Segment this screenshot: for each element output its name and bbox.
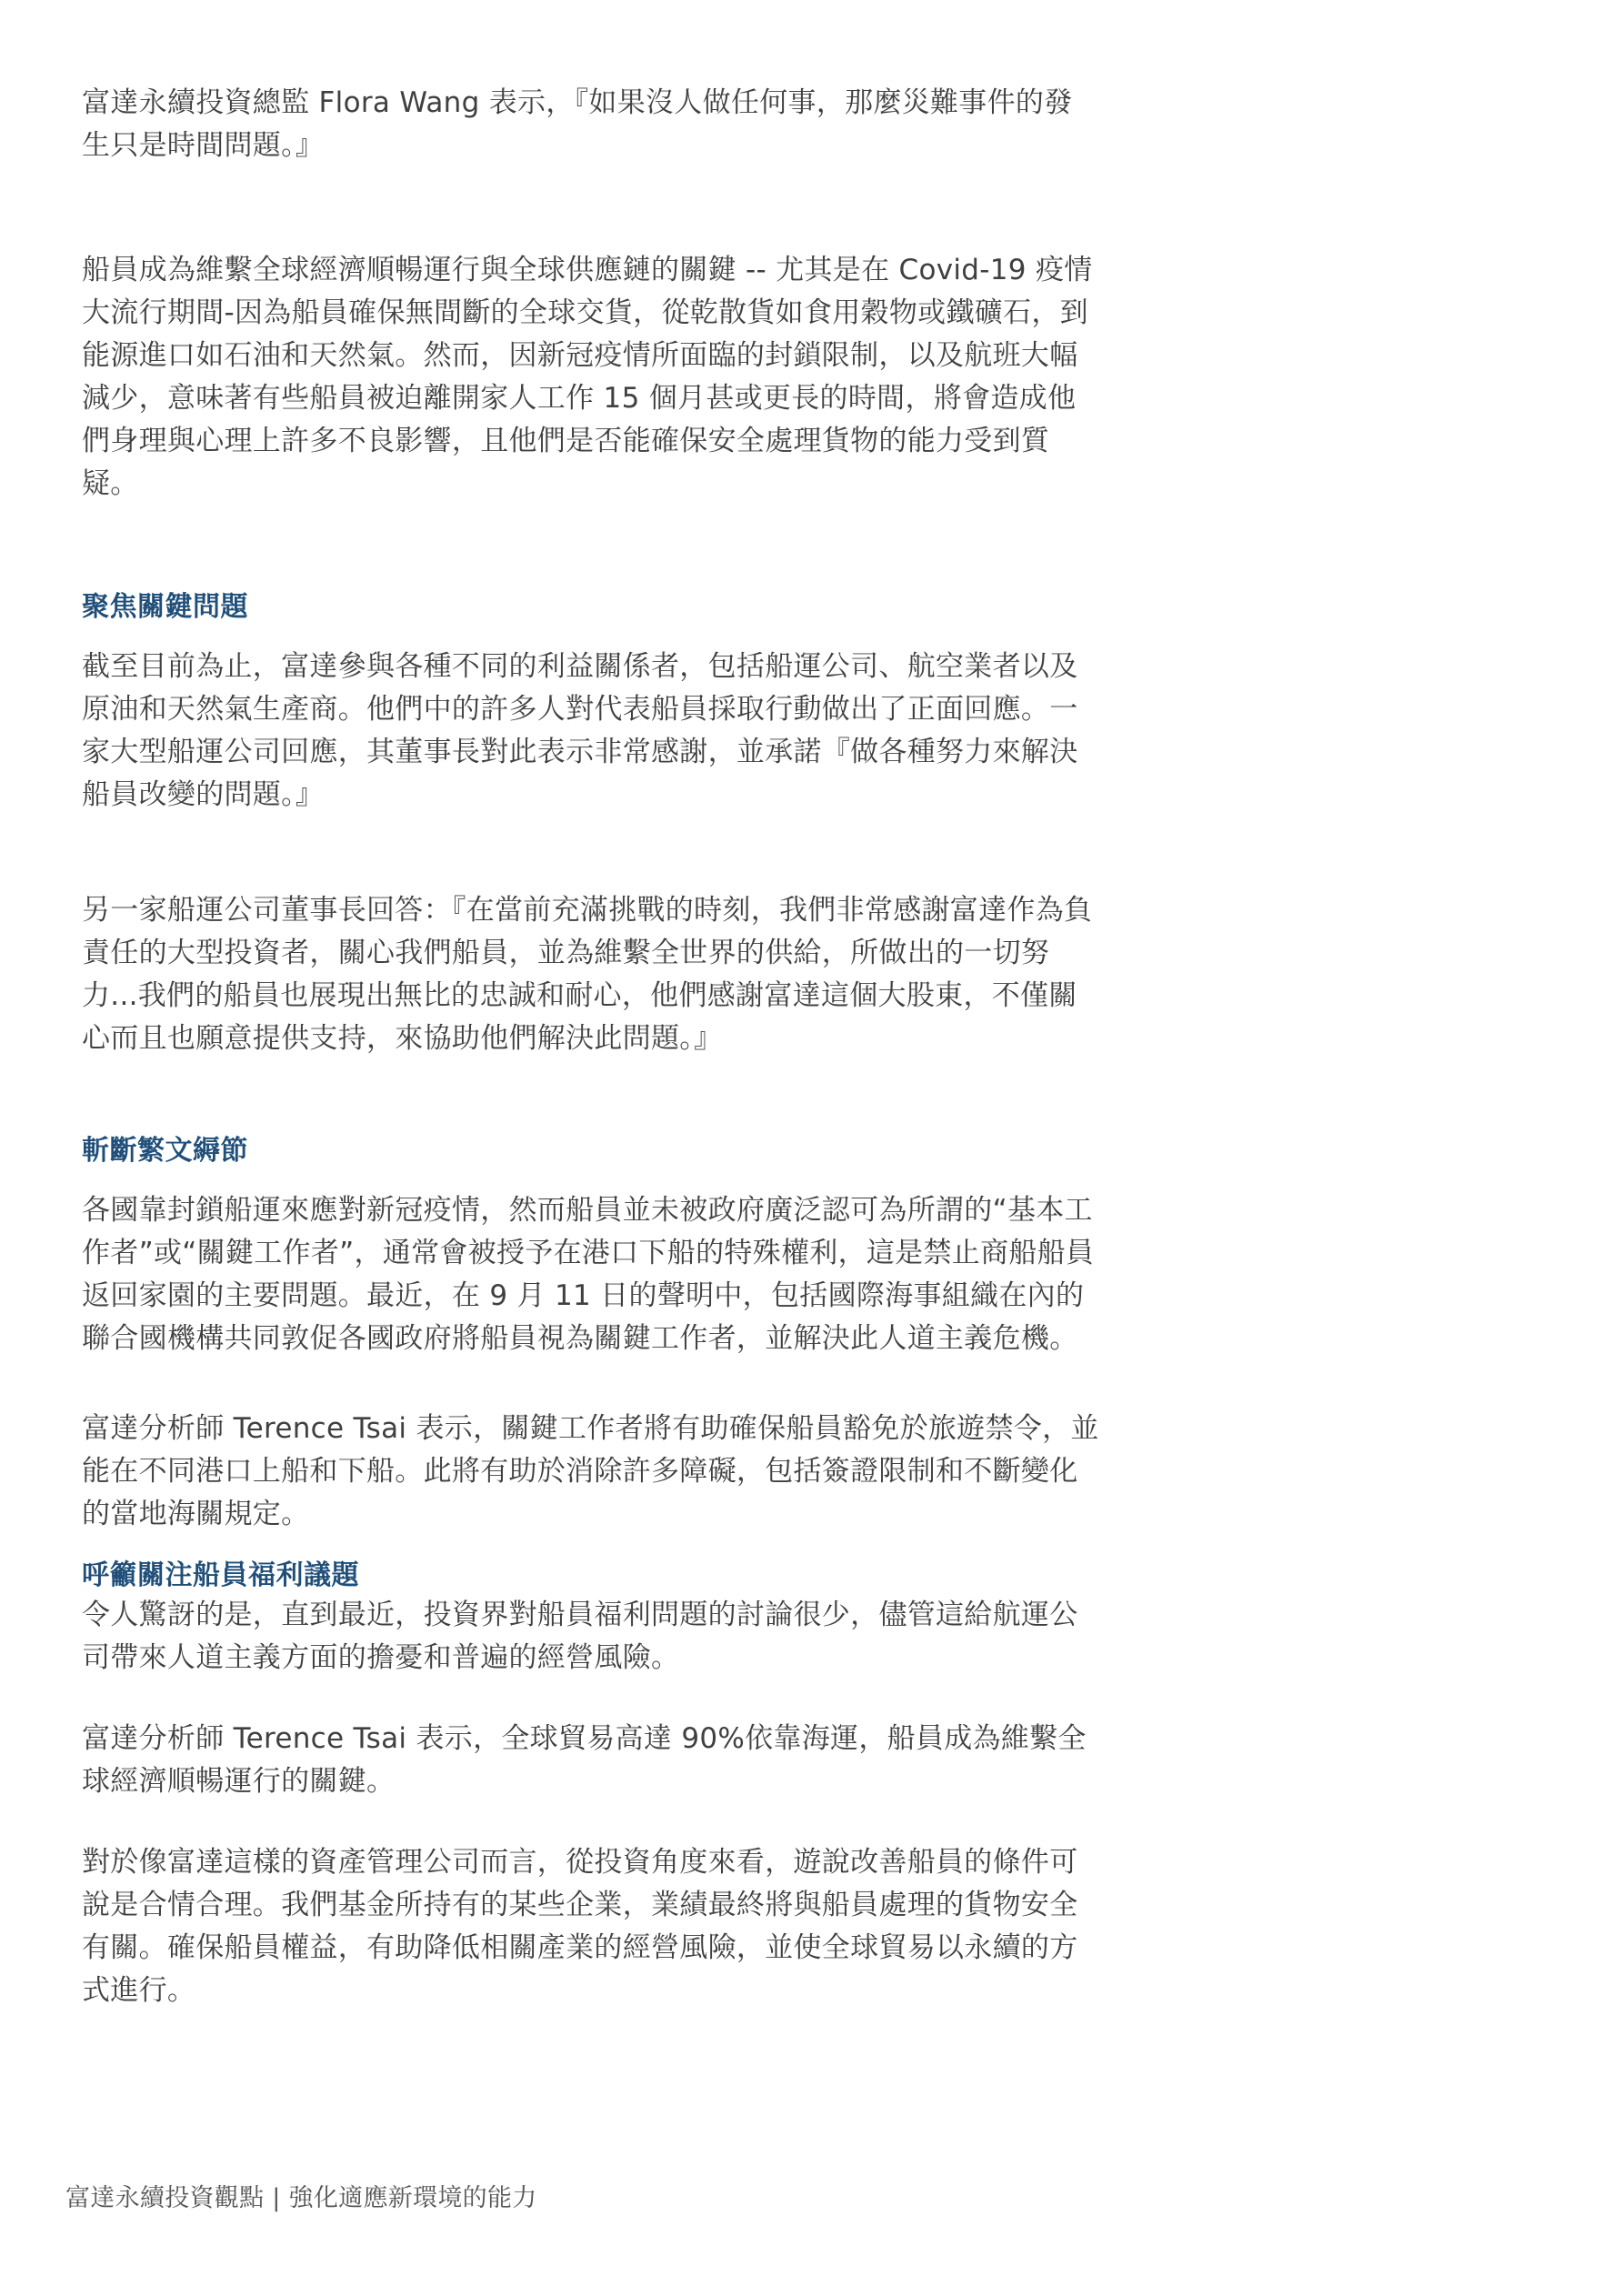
article-body: [82, 82, 1100, 2012]
paragraph-welfare-discussion: 令人驚訝的是，直到最近，投資界對船員福利問題的討論很少，儘管這給航運公司帶來人道主義方面的擔憂和普遍的經營風險。: [82, 1599, 1078, 1674]
paragraph-asset-manager-view: 對於像富達這樣的資產管理公司而言，從投資角度來看，遊說改善船員的條件可說是合情合理。我們基金所持有的某些企業，業績最終將與船員處理的貨物安全有關。確保船員權益，有助降低相關產業的經營風險，並使全球貿易以永續的方式進行。: [82, 1846, 1078, 2007]
section-heading-welfare: 呼籲關注船員福利議題: [82, 1559, 359, 1591]
paragraph-analyst-global-trade: 富達分析師 Terence Tsai 表示，全球貿易高達 90%依靠海運，船員成為維繫全球經濟順暢運行的關鍵。: [82, 1722, 1087, 1798]
paragraph-shipping-chairman-reply: 另一家船運公司董事長回答：『在當前充滿挑戰的時刻，我們非常感謝富達作為負責任的大型投資者，關心我們船員，並為維繫全世界的供給，所做出的一切努力...我們的船員也展現出無比的忠誠和耐心，他們感謝富達這個大股東，不僅關心而且也願意提供支持，來協助他們解決此問題。』: [82, 894, 1093, 1055]
paragraph-seafarers-key-role: 船員成為維繫全球經濟順暢運行與全球供應鏈的關鍵 -- 尤其是在 Covid-19 疫情大流行期間-因為船員確保無間斷的全球交貨，從乾散貨如食用穀物或鐵礦石，到能源進口如石油和天然氣。然而，因新冠疫情所面臨的封鎖限制，以及航班大幅減少，意味著有些船員被迫離開家人工作 15 個月甚或更長的時間，將會造成他們身理與心理上許多不良影響，且他們是否能確保安全處理貨物的能力受到質疑。: [82, 254, 1093, 500]
paragraph-stakeholder-engagement: 截至目前為止，富達參與各種不同的利益關係者，包括船運公司、航空業者以及原油和天然氣生產商。他們中的許多人對代表船員採取行動做出了正面回應。一家大型船運公司回應，其董事長對此表示非常感謝，並承諾『做各種努力來解決船員改變的問題。』: [82, 650, 1078, 811]
section-heading-key-issues: 聚焦關鍵問題: [82, 591, 248, 623]
paragraph-analyst-key-workers: 富達分析師 Terence Tsai 表示，關鍵工作者將有助確保船員豁免於旅遊禁令，並能在不同港口上船和下船。此將有助於消除許多障礙，包括簽證限制和不斷變化的當地海關規定。: [82, 1412, 1099, 1530]
page-footer: 富達永續投資觀點 | 強化適應新環境的能力: [65, 2184, 537, 2212]
paragraph-key-workers-status: 各國靠封鎖船運來應對新冠疫情，然而船員並未被政府廣泛認可為所謂的“基本工作者”或“關鍵工作者”，通常會被授予在港口下船的特殊權利，這是禁止商船船員返回家園的主要問題。最近，在 9 月 11 日的聲明中，包括國際海事組織在內的聯合國機構共同敦促各國政府將船員視為關鍵工作者，並解決此人道主義危機。: [82, 1194, 1095, 1355]
paragraph-quote-flora-wang: 富達永續投資總監 Flora Wang 表示，『如果沒人做任何事，那麼災難事件的發生只是時間問題。』: [82, 86, 1073, 162]
section-heading-cut-red-tape: 斬斷繁文縟節: [82, 1135, 248, 1167]
